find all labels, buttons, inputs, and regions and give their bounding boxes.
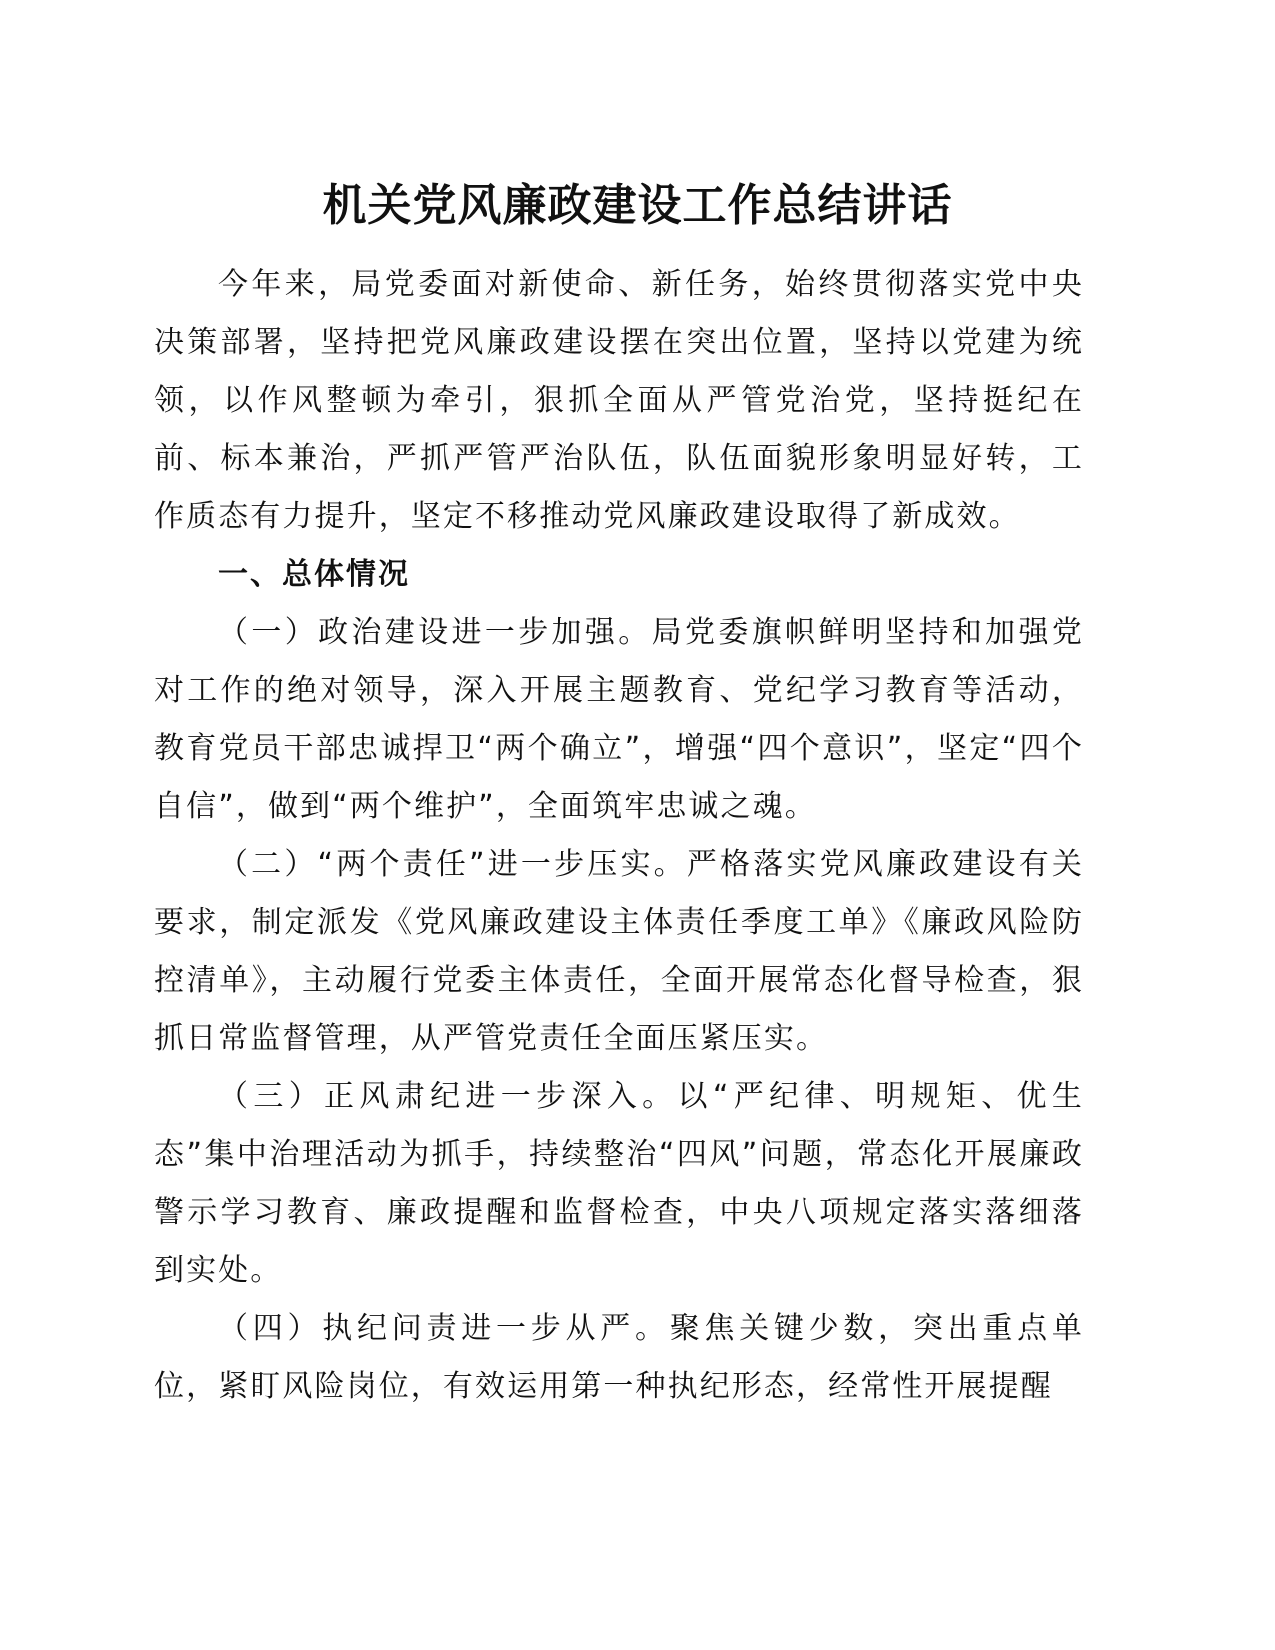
document-title: 机关党风廉政建设工作总结讲话 — [322, 180, 953, 231]
paragraph-two-responsibilities: （二）“两个责任”进一步压实。严格落实党风廉政建设有关要求，制定派发《党风廉政建设主体责任季度工单》《廉政风险防控清单》，主动履行党委主体责任，全面开展常态化督导检查，狠抓日常监督管理，从严管党责任全面压紧压实。 — [154, 847, 1084, 1056]
paragraph-political-building: （一）政治建设进一步加强。局党委旗帜鲜明坚持和加强党对工作的绝对领导，深入开展主题教育、党纪学习教育等活动，教育党员干部忠诚捍卫“两个确立”，增强“四个意识”，坚定“四个自信”，做到“两个维护”，全面筑牢忠诚之魂。 — [154, 615, 1084, 824]
document-body — [154, 256, 1084, 1416]
paragraph-discipline-rectification: （三）正风肃纪进一步深入。以“严纪律、明规矩、优生态”集中治理活动为抓手，持续整治“四风”问题，常态化开展廉政警示学习教育、廉政提醒和监督检查，中央八项规定落实落细落到实处。 — [154, 1079, 1084, 1288]
intro-paragraph: 今年来，局党委面对新使命、新任务，始终贯彻落实党中央决策部署，坚持把党风廉政建设摆在突出位置，坚持以党建为统领，以作风整顿为牵引，狠抓全面从严管党治党，坚持挺纪在前、标本兼治，严抓严管严治队伍，队伍面貌形象明显好转，工作质态有力提升，坚定不移推动党风廉政建设取得了新成效。 — [154, 267, 1084, 534]
paragraph-accountability: （四）执纪问责进一步从严。聚焦关键少数，突出重点单位，紧盯风险岗位，有效运用第一种执纪形态，经常性开展提醒 — [154, 1311, 1084, 1404]
section-heading: 一、总体情况 — [218, 557, 410, 592]
